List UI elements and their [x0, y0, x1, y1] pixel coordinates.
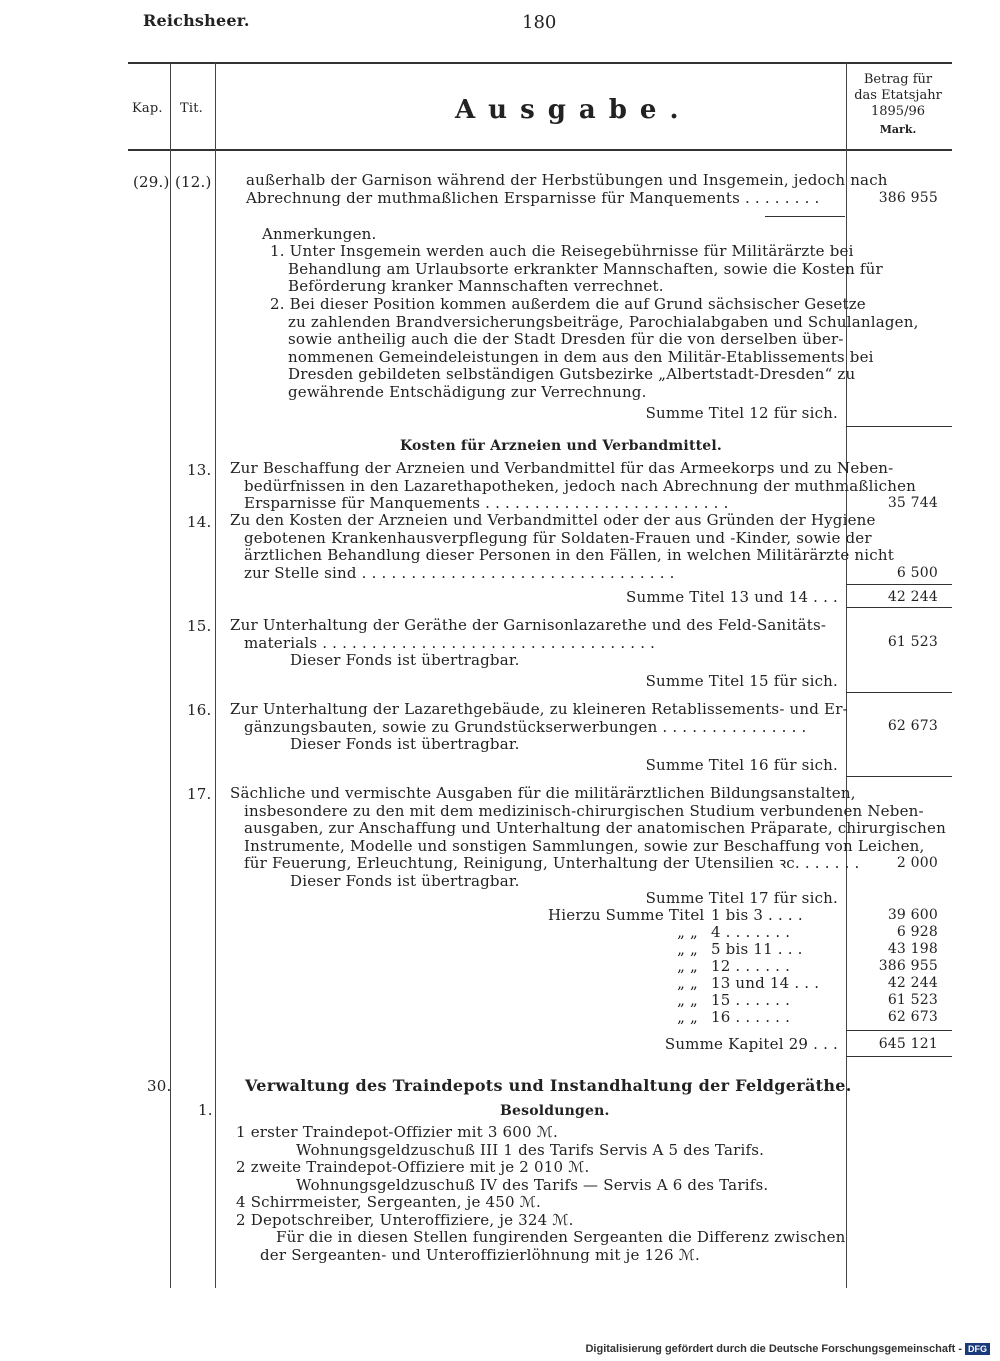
entry-line: bedürfnissen in den Lazarethapotheken, jedoch nach Abrechnung der muthmaßlichen: [244, 476, 917, 495]
chapter-total-label: Summe Kapitel 29 . . .: [664, 1035, 838, 1053]
recap-range: 1 bis 3 . . . .: [710, 906, 803, 924]
entry-text: [230, 617, 826, 670]
tit-number: 13.: [187, 461, 212, 479]
note-line: 2. Bei dieser Position kommen außerdem die auf Grund sächsischer Gesetze: [270, 295, 866, 313]
entry-line: gänzungsbauten, sowie zu Grundstückserwerbungen . . . . . . . . . . . . . . .: [244, 717, 807, 736]
entry-line: Zur Unterhaltung der Lazarethgebäude, zu kleineren Retablissements- und Er-: [230, 700, 848, 718]
note-line: sowie antheilig auch die der Stadt Dresden für die von derselben über-: [288, 330, 844, 348]
recap-amount: 62 673: [887, 1009, 938, 1025]
recap-row: [548, 941, 841, 959]
recap-amount: 61 523: [887, 992, 938, 1008]
page-number: 180: [522, 12, 557, 33]
chapter-total-amount: 645 121: [878, 1036, 938, 1052]
entry-line: der Sergeanten- und Unteroffizierlöhnung mit je 126 ℳ.: [260, 1245, 700, 1264]
recap-label: Hierzu Summe Titel: [548, 906, 705, 924]
entry-line: Zur Beschaffung der Arzneien und Verbandmittel für das Armeekorps und zu Neben-: [230, 459, 894, 477]
entry-line: 2 zweite Traindepot-Offiziere mit je 2 010 ℳ.: [236, 1158, 590, 1176]
entry-text: [230, 785, 946, 890]
sum-amount: 42 244: [887, 589, 938, 605]
entry-line: Wohnungsgeldzuschuß IV des Tarifs — Servis A 6 des Tarifs.: [296, 1175, 769, 1194]
amount-header-line: das Etatsjahr: [854, 88, 942, 103]
note-line: Behandlung am Urlaubsorte erkrankter Mannschaften, sowie die Kosten für: [288, 259, 883, 278]
entry-line: gebotenen Krankenhausverpflegung für Soldaten-Frauen und -Kinder, sowie der: [244, 528, 872, 547]
entry-line: materials . . . . . . . . . . . . . . . . . . . . . . . . . . . . . . . . . .: [244, 633, 656, 652]
entry-line: zur Stelle sind . . . . . . . . . . . . . . . . . . . . . . . . . . . . . . . .: [244, 563, 675, 582]
recap-label: „ „: [677, 1008, 698, 1026]
entry-text: [236, 1124, 846, 1264]
recap-label: „ „: [677, 923, 698, 941]
entry-line: Wohnungsgeldzuschuß III 1 des Tarifs Servis A 5 des Tarifs.: [296, 1140, 765, 1159]
entry-line: ärztlichen Behandlung dieser Personen in den Fällen, in welchen Militärärzte nicht: [244, 546, 894, 564]
tit-number: 17.: [187, 785, 212, 803]
recap-label: „ „: [677, 991, 698, 1009]
section-heading: Kosten für Arzneien und Verbandmittel.: [400, 438, 722, 454]
note-line: Beförderung kranker Mannschaften verrechnet.: [288, 277, 664, 295]
recap-row: [548, 975, 841, 993]
entry-line: 1 erster Traindepot-Offizier mit 3 600 ℳ.: [236, 1123, 558, 1141]
sum-line: Summe Titel 15 für sich.: [645, 672, 838, 690]
fonds-note: Dieser Fonds ist übertragbar.: [290, 735, 520, 753]
entry-line: 4 Schirrmeister, Sergeanten, je 450 ℳ.: [236, 1193, 541, 1211]
underline: [765, 216, 845, 217]
entry-line: ausgaben, zur Anschaffung und Unterhaltung der anatomischen Präparate, chirurgischen: [244, 819, 946, 837]
recap-amount: 39 600: [887, 907, 938, 923]
credit-text: Digitalisierung gefördert durch die Deutsche Forschungsgemeinschaft -: [585, 1343, 962, 1355]
sum-line: Summe Titel 12 für sich.: [645, 404, 838, 422]
amount-header: [848, 72, 948, 138]
tit-number: 1.: [198, 1101, 213, 1119]
recap-row: [548, 992, 841, 1010]
entry-line: außerhalb der Garnison während der Herbstübungen und Insgemein, jedoch nach: [246, 171, 888, 189]
subheading: Besoldungen.: [500, 1103, 610, 1119]
entry-line: insbesondere zu den mit dem medizinisch-chirurgischen Studium verbundenen Neben-: [244, 801, 924, 820]
amount-header-line: 1895/96: [870, 104, 925, 119]
notes-title: Anmerkungen.: [262, 225, 377, 243]
entry-amount: 2 000: [896, 855, 938, 871]
entry-line: für Feuerung, Erleuchtung, Reinigung, Unterhaltung der Utensilien ꝛc. . . . . . .: [244, 854, 860, 872]
tit-number: (12.): [175, 173, 212, 191]
kap-number: 30.: [147, 1077, 172, 1095]
note-line: nommenen Gemeindeleistungen in dem aus den Militär-Etablissements bei: [288, 347, 874, 366]
recap-label: „ „: [677, 974, 698, 992]
recap-range: 4 . . . . . . .: [710, 923, 791, 941]
entry-amount: 61 523: [887, 634, 938, 650]
tit-number: 16.: [187, 701, 212, 719]
entry-line: Für die in diesen Stellen fungirenden Sergeanten die Differenz zwischen: [276, 1228, 846, 1246]
recap-range: 12 . . . . . .: [710, 957, 791, 975]
note-line: gewährende Entschädigung zur Verrechnung.: [288, 382, 647, 401]
entry-line: Zu den Kosten der Arzneien und Verbandmittel oder der aus Gründen der Hygiene: [230, 511, 876, 529]
recap-row: [548, 1009, 841, 1027]
digitization-credit: [585, 1343, 990, 1355]
amount-header-line: Betrag für: [863, 72, 933, 87]
entry-text: [230, 460, 916, 513]
chapter-title: Verwaltung des Traindepots und Instandhaltung der Feldgeräthe.: [245, 1076, 852, 1095]
sum-rule: [846, 692, 952, 693]
entry-text: [230, 512, 894, 582]
entry-text: [230, 701, 848, 754]
entry-amount: 35 744: [887, 495, 938, 511]
entry-amount: 386 955: [878, 190, 938, 206]
sum-rule: [846, 776, 952, 777]
entry-line: Instrumente, Modelle und sonstigen Sammlungen, sowie zur Beschaffung von Leichen,: [244, 836, 925, 855]
col-divider-tit: [215, 63, 216, 1288]
recap-amount: 6 928: [896, 924, 938, 940]
entry-amount: 62 673: [887, 718, 938, 734]
recap-range: 13 und 14 . . .: [710, 974, 820, 992]
entry-line: Abrechnung der muthmaßlichen Ersparnisse für Manquements . . . . . . . .: [246, 188, 820, 207]
header-bottom-rule: [128, 149, 952, 151]
sum-rule: [846, 426, 952, 427]
sum-line: Summe Titel 13 und 14 . . .: [626, 588, 838, 606]
fonds-note: Dieser Fonds ist übertragbar.: [290, 651, 520, 669]
recap-amount: 386 955: [878, 958, 938, 974]
sum-line: Summe Titel 16 für sich.: [645, 756, 838, 774]
recap-range: 16 . . . . . .: [710, 1008, 791, 1026]
sum-line: Summe Titel 17 für sich.: [645, 889, 838, 907]
col-header-kap: Kap.: [132, 101, 163, 116]
note-line: Dresden gebildeten selbständigen Gutsbezirke „Albertstadt-Dresden“ zu: [288, 365, 856, 383]
table-title: Ausgabe.: [455, 95, 692, 125]
recap-range: 15 . . . . . .: [710, 991, 791, 1009]
total-rule: [846, 1030, 952, 1031]
recap-label: „ „: [677, 940, 698, 958]
recap-label: „ „: [677, 957, 698, 975]
recap-row: [548, 924, 841, 942]
tit-number: 14.: [187, 513, 212, 531]
fonds-note: Dieser Fonds ist übertragbar.: [290, 871, 520, 890]
recap-row: [548, 958, 841, 976]
kap-number: (29.): [133, 173, 170, 191]
recap-range: 5 bis 11 . . .: [710, 940, 803, 958]
entry-line: Zur Unterhaltung der Geräthe der Garnisonlazarethe und des Feld-Sanitäts-: [230, 616, 827, 634]
header-top-rule: [128, 62, 952, 64]
amount-unit: Mark.: [879, 123, 917, 136]
recap-amount: 42 244: [887, 975, 938, 991]
dfg-logo: DFG: [965, 1343, 990, 1355]
col-divider-kap: [170, 63, 171, 1288]
sum-rule: [846, 584, 952, 585]
entry-text: [246, 172, 888, 207]
running-title: Reichsheer.: [143, 11, 250, 30]
recap-amount: 43 198: [887, 941, 938, 957]
entry-line: Sächliche und vermischte Ausgaben für die militärärztlichen Bildungsanstalten,: [230, 784, 856, 802]
recap-row: [548, 907, 841, 925]
tit-number: 15.: [187, 617, 212, 635]
entry-amount: 6 500: [896, 565, 938, 581]
entry-line: 2 Depotschreiber, Unteroffiziere, je 324 ℳ.: [236, 1210, 574, 1229]
entry-line: Ersparnisse für Manquements . . . . . . . . . . . . . . . . . . . . . . . . .: [244, 494, 729, 512]
note-line: 1. Unter Insgemein werden auch die Reisegebührnisse für Militärärzte bei: [270, 242, 854, 260]
sum-rule: [846, 607, 952, 608]
total-rule: [846, 1056, 952, 1057]
note-1: [270, 243, 883, 296]
note-line: zu zahlenden Brandversicherungsbeiträge, Parochialabgaben und Schulanlagen,: [288, 312, 919, 331]
note-2: [270, 296, 919, 401]
col-header-tit: Tit.: [180, 101, 203, 116]
